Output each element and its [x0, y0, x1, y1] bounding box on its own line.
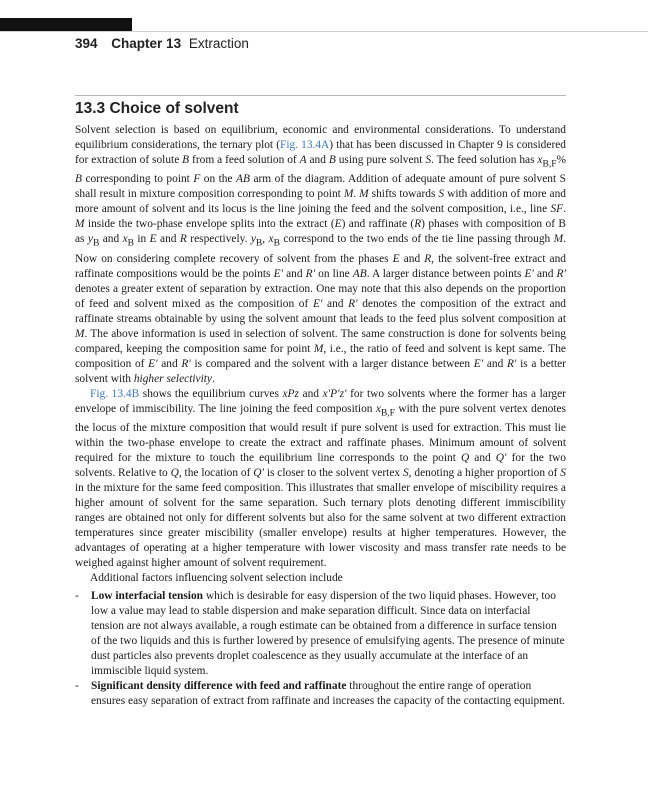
running-header [75, 36, 249, 51]
bullet-term: Significant density difference with feed and raffinate [91, 679, 347, 692]
header-bar [0, 18, 132, 32]
page-number: 394 [75, 36, 98, 51]
paragraph-2: Fig. 13.4B shows the equilibrium curves xPz and x′P′z′ for two solvents where the former has a larger envelope of immiscibility. The line joining the feed composition $x_{B,F}$ with the pure solvent vertex denotes the locus of the mixture composition that would result if pure solvent is used for extraction. This must lie within the two-phase envelope to create the extract and raffinate phases. Minimum amount of solvent required for the mixture to touch the equilibrium line corresponds to the point Q and Q′ for the two solvents. Relative to Q, the location of Q′ is closer to the solvent vertex S, denoting a higher proportion of S in the mixture for the same feed composition. This illustrates that smaller envelope of miscibility requires a higher amount of solvent for the same separation. Such ternary plots denoting different immiscibility ranges are obtained not only for different solvents but also for the same solvent at two different extraction temperatures since greater miscibility (smaller envelope) results at higher temperatures. However, the advantages of operating at a higher temperature with lower viscosity and mass transfer rate needs to be weighed against higher amount of solvent requirement. [75, 387, 566, 569]
figure-link-13-4b[interactable]: Fig. 13.4B [90, 387, 140, 400]
list-item [75, 679, 566, 709]
section-title: 13.3 Choice of solvent [75, 100, 239, 117]
emphasis-higher-selectivity: higher selectivity [133, 372, 212, 385]
bullet-term: Low interfacial tension [91, 589, 203, 602]
factor-list [75, 589, 566, 709]
chapter-label: Chapter 13 [111, 36, 182, 51]
paragraph-3: Additional factors influencing solvent selection include [90, 571, 343, 584]
list-item [75, 589, 566, 679]
paragraph-1: Solvent selection is based on equilibrium, economic and environmental considerations. To understand equilibrium considerations, the ternary plot (Fig. 13.4A) that has been discussed in Chapter 9 is considered for extraction of solute B from a feed solution of A and B using pure solvent S. The feed solution has $x_{B,F}\%$ B corresponding to point F on the AB arm of the diagram. Addition of adequate amount of pure solvent S shall result in mixture composition corresponding to point M. M shifts towards S with addition of more and more amount of solvent and its locus is the line joining the feed and the solvent composition, i.e., line SF. M inside the two-phase envelope splits into the extract (E) and raffinate (R) phases with composition of B as $y_B$ and $x_B$ in E and R respectively. $y_B$, $x_B$ correspond to the two ends of the tie line passing through M. Now on considering complete recovery of solvent from the phases E and R, the solvent-free extract and raffinate compositions would be the points E′ and R′ on line AB. A larger distance between points E′ and R′ denotes a greater extent of separation by extraction. One may note that this also depends on the proportion of feed and solvent mixed as the composition of E′ and R′ denotes the composition of the extract and raffinate streams obtainable by using the solvent amount that leads to the feed plus solvent composition at M. The above information is used in selection of solvent. The same construction is done for solvents being compared, keeping the composition same for point M, i.e., the ratio of feed and solvent is kept same. The composition of E′ and R′ is compared and the solvent with a larger distance between E′ and R′ is a better solvent with higher selectivity. [75, 124, 566, 385]
section-rule [75, 95, 566, 96]
bullet-text: which is desirable for easy dispersion of the two liquid phases. However, too low a value may lead to stable dispersion and make separation difficult. Since data on interfacial tension are not always available, a rough estimate can be obtained from a difference in surface tension of the two liquids and this is further lowered by presence of emulsifying agents. The presence of minute dust particles also prevents droplet coalescence as they usually accumulate at the interface of an immiscible liquid system. [91, 589, 565, 677]
header-rule [0, 31, 648, 32]
bullet-text: throughout the entire range of operation ensures easy separation of extract from raffinate and increases the capacity of the contacting equipment. [91, 679, 565, 707]
body-text [75, 123, 566, 709]
chapter-title: Extraction [188, 36, 249, 51]
figure-link-13-4a[interactable]: Fig. 13.4A [279, 139, 330, 151]
